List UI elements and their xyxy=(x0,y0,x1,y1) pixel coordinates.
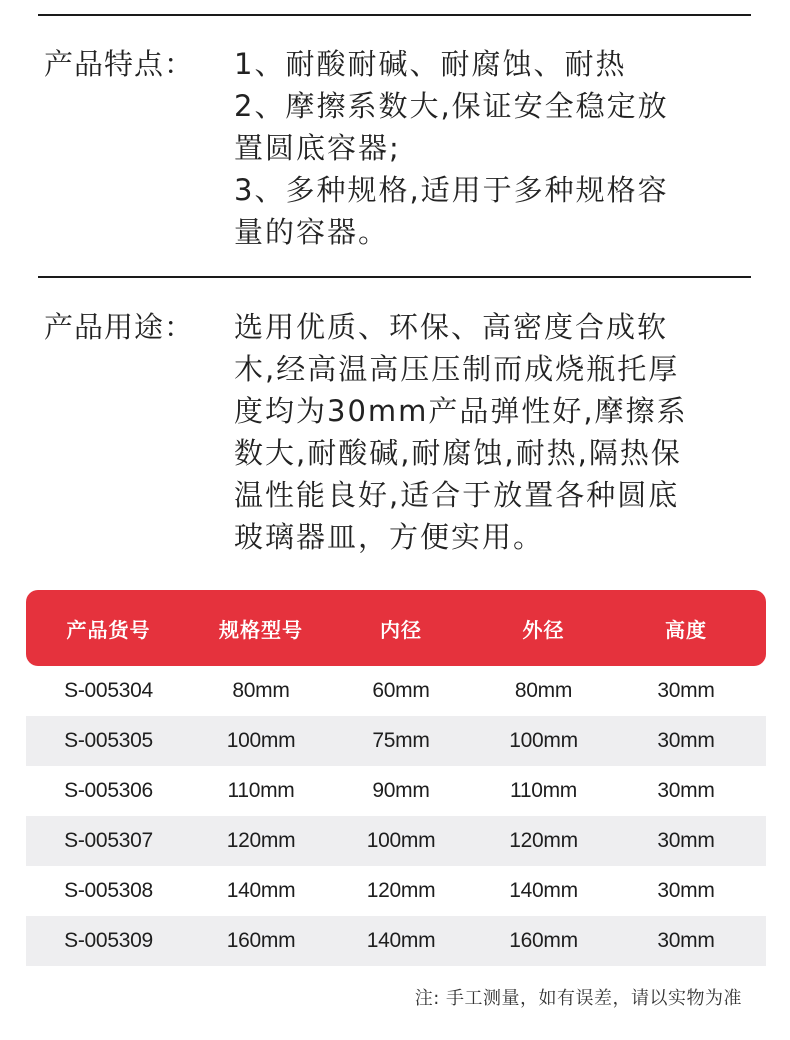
table-row xyxy=(26,716,766,766)
cell-outer-diameter: 160mm xyxy=(509,929,578,952)
cell-product-code: S-005305 xyxy=(64,729,153,752)
cell-outer-diameter: 140mm xyxy=(509,879,578,902)
usage-label: 产品用途： xyxy=(44,310,195,344)
header-model: 规格型号 xyxy=(219,617,303,642)
cell-inner-diameter: 100mm xyxy=(366,829,436,852)
cell-model: 80mm xyxy=(232,679,290,702)
usage-text xyxy=(234,306,729,558)
cell-inner-diameter: 75mm xyxy=(372,729,430,752)
features-text xyxy=(234,43,729,253)
header-height: 高度 xyxy=(665,617,707,642)
top-divider xyxy=(38,14,751,16)
table-row xyxy=(26,816,766,866)
cell-model: 120mm xyxy=(226,829,296,852)
cell-height: 30mm xyxy=(657,929,715,952)
table-row xyxy=(26,916,766,966)
features-line: 量的容器。 xyxy=(234,215,390,249)
usage-line: 数大,耐酸碱,耐腐蚀,耐热,隔热保 xyxy=(234,436,682,470)
cell-product-code: S-005304 xyxy=(64,679,153,702)
cell-model: 110mm xyxy=(227,779,295,802)
cell-inner-diameter: 90mm xyxy=(372,779,430,802)
cell-height: 30mm xyxy=(657,679,715,702)
usage-line: 木,经高温高压压制而成烧瓶托厚 xyxy=(234,352,680,386)
cell-model: 160mm xyxy=(226,929,296,952)
usage-line: 玻璃器皿，方便实用。 xyxy=(234,520,545,554)
features-line: 3、多种规格,适用于多种规格容 xyxy=(234,173,669,207)
cell-model: 100mm xyxy=(226,729,296,752)
table-header xyxy=(26,590,766,666)
middle-divider xyxy=(38,276,751,278)
features-line: 置圆底容器; xyxy=(234,131,401,165)
cell-inner-diameter: 60mm xyxy=(372,679,430,702)
cell-outer-diameter: 80mm xyxy=(514,679,573,702)
header-product-code: 产品货号 xyxy=(66,617,151,642)
usage-line: 选用优质、环保、高密度合成软 xyxy=(234,310,669,344)
features-line: 2、摩擦系数大,保证安全稳定放 xyxy=(234,89,669,123)
cell-product-code: S-005307 xyxy=(64,829,153,852)
cell-product-code: S-005306 xyxy=(64,779,153,802)
table-row xyxy=(26,766,766,816)
spec-table xyxy=(26,590,766,966)
usage-line: 度均为30mm产品弹性好,摩擦系 xyxy=(234,394,688,428)
cell-height: 30mm xyxy=(657,729,715,752)
cell-inner-diameter: 140mm xyxy=(366,929,436,952)
cell-inner-diameter: 120mm xyxy=(366,879,436,902)
header-outer-diameter: 外径 xyxy=(522,617,565,642)
cell-height: 30mm xyxy=(657,879,715,902)
cell-model: 140mm xyxy=(226,879,296,902)
table-row xyxy=(26,866,766,916)
cell-outer-diameter: 120mm xyxy=(509,829,578,852)
features-label: 产品特点： xyxy=(44,47,195,81)
cell-height: 30mm xyxy=(657,829,715,852)
cell-product-code: S-005308 xyxy=(64,879,153,902)
cell-outer-diameter: 100mm xyxy=(509,729,578,752)
cell-height: 30mm xyxy=(657,779,715,802)
table-row xyxy=(26,666,766,716)
measurement-note: 注: 手工测量，如有误差，请以实物为准 xyxy=(414,988,742,1009)
cell-product-code: S-005309 xyxy=(64,929,153,952)
cell-outer-diameter: 110mm xyxy=(510,779,577,802)
features-line: 1、耐酸耐碱、耐腐蚀、耐热 xyxy=(234,47,627,81)
usage-line: 温性能良好,适合于放置各种圆底 xyxy=(234,478,680,512)
header-inner-diameter: 内径 xyxy=(380,617,422,642)
